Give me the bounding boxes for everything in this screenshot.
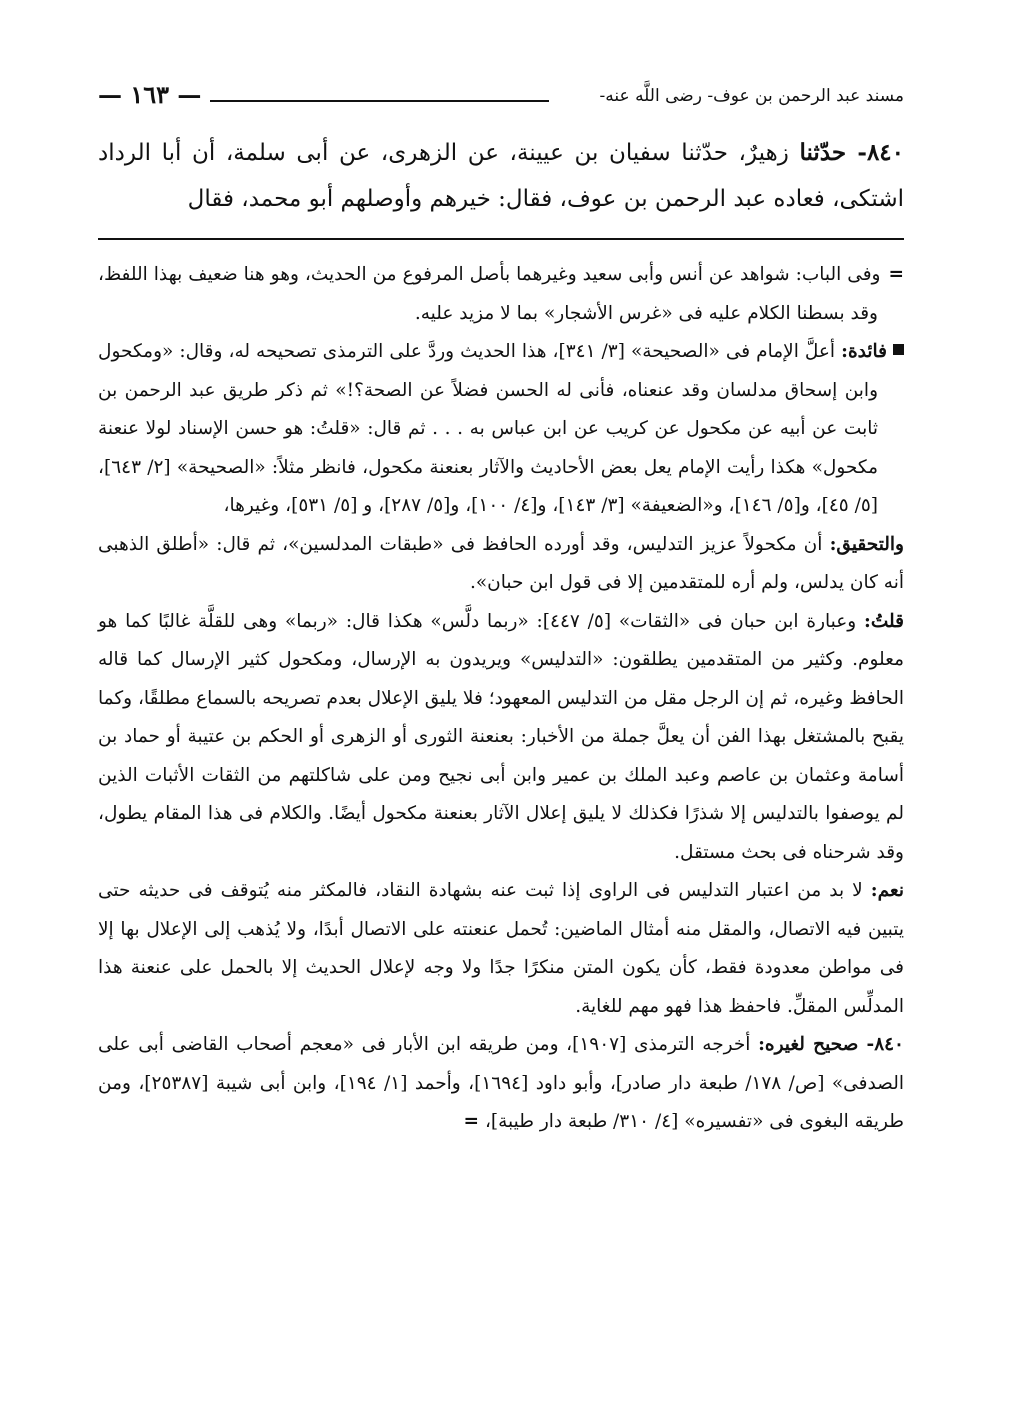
qultu-label: قلتُ: bbox=[864, 610, 904, 632]
naam-label: نعم: bbox=[870, 880, 904, 901]
footnote-text-6: أخرجه الترمذى [١٩٠٧]، ومن طريقه ابن الأبار فى «معجم أصحاب القاضى أبى على الصدفى» [ص/ ١٧٨/ طبعة دار صادر]، وأبو داود [١٦٩٤]، وأحمد [١/ ١٩٤]، وابن أبى شيبة [٢٥٣٨٧]، ومن طريقه البغوى فى «تفسيره» [٤/ ٣١٠/ طبعة دار طيبة]، bbox=[98, 1034, 904, 1132]
footnote-text-5: لا بد من اعتبار التدليس فى الراوى إذا ثبت عنه بشهادة النقاد، فالمكثر منه يُتوقف فى حديثه حتى يتبين فيه الاتصال، والمقل منه أمثال الماضين: تُحمل عنعنته على الاتصال أبدًا، ولا يُذهب إلى الإعلال بها إلا فى مواطن معدودة فقط، كأن يكون المتن منكرًا جدًا ولا وجه لإعلال الحديث إلا بالحمل على عنعنة هذا المدلِّس المقلِّ. فاحفظ هذا فهو مهم للغاية. bbox=[98, 880, 904, 1017]
footnote-paragraph-1 bbox=[98, 256, 904, 333]
tahqiq-label: والتحقيق: bbox=[829, 533, 904, 555]
faida-label: فائدة: bbox=[841, 341, 887, 362]
page-header bbox=[98, 78, 904, 122]
end-marker: = bbox=[463, 1111, 480, 1132]
square-bullet-icon bbox=[893, 344, 904, 355]
hadith-body: زهيرٌ، حدّثنا سفيان بن عيينة، عن الزهرى، عن أبى سلمة، أن أبا الرداد اشتكى، فعاده عبد الرحمن بن عوف، فقال: خيرهم وأوصلهم أبو محمد، فقال bbox=[98, 140, 904, 212]
footnote-paragraph-3 bbox=[98, 526, 904, 603]
footnote-paragraph-5 bbox=[98, 872, 904, 1026]
footnotes bbox=[98, 256, 904, 1142]
takhrij-label: ٨٤٠- صحيح لغيره: bbox=[758, 1034, 904, 1055]
footnote-text-2: أعلَّ الإمام فى «الصحيحة» [٣/ ٣٤١]، هذا الحديث وردَّ على الترمذى تصحيحه له، وقال: «ومكحول وابن إسحاق مدلسان وقد عنعناه، فأنى له الحسن فضلاً عن الصحة؟!» ثم ذكر طريق عبد الرحمن بن ثابت عن أبيه عن مكحول عن كريب عن ابن عباس به . . . ثم قال: «قلتُ: هو حسن الإسناد لولا عنعنة مكحول» هكذا رأيت الإمام يعل بعض الأحاديث والآثار بعنعنة مكحول، فانظر مثلاً: «الصحيحة» [٢/ ٦٤٣]، [٥/ ٤٥]، و[٥/ ١٤٦]، و«الضعيفة» [٣/ ١٤٣]، و[٤/ ١٠٠]، و[٥/ ٢٨٧]، و [٥/ ٥٣١]، وغيرها، bbox=[98, 341, 878, 516]
page-number-value: ١٦٣ bbox=[130, 80, 170, 109]
footnote-text-4: وعبارة ابن حبان فى «الثقات» [٥/ ٤٤٧]: «ربما دلَّس» هكذا قال: «ربما» وهى للقلَّة غالبًا كما هو معلوم. وكثير من المتقدمين يطلقون: «التدليس» ويريدون به الإرسال، ومكحول كثير الإرسال كما قاله الحافظ وغيره، ثم إن الرجل مقل من التدليس المعهود؛ فلا يليق الإعلال بعدم تصريحه بالسماع مطلقًا، وكما يقبح بالمشتغل بهذا الفن أن يعلَّ جملة من الأخبار: بعنعنة الثورى أو الزهرى أو الحكم بن عتيبة أو حماد بن أسامة وعثمان بن عاصم وعبد الملك بن عمير وابن أبى نجيح ومن على شاكلتهم من الثقات الأثبات الذين لم يوصفوا بالتدليس إلا شذرًا فكذلك لا يليق إعلال الآثار بعنعنة مكحول أيضًا. والكلام فى هذا المقام يطول، وقد شرحناه فى بحث مستقل. bbox=[98, 610, 904, 863]
continuation-marker: = bbox=[888, 264, 904, 285]
header-rule bbox=[210, 100, 549, 102]
hadith-paragraph bbox=[98, 130, 904, 222]
footnote-text-1: وفى الباب: شواهد عن أنس وأبى سعيد وغيرهما بأصل المرفوع من الحديث، وهو هنا ضعيف بهذا اللفظ، وقد بسطنا الكلام عليه فى «غرس الأشجار» بما لا مزيد عليه. bbox=[98, 264, 881, 324]
footnote-separator bbox=[98, 238, 904, 240]
page-number: — ١٦٣ — bbox=[98, 80, 202, 109]
running-title: مسند عبد الرحمن بن عوف- رضى اللَّه عنه- bbox=[599, 86, 904, 106]
footnote-paragraph-2 bbox=[98, 333, 904, 526]
footnote-paragraph-4 bbox=[98, 603, 904, 873]
hadith-number: ٨٤٠- حدّثنا bbox=[799, 139, 904, 166]
hadith-text bbox=[98, 130, 904, 222]
footnote-text-3: أن مكحولاً عزيز التدليس، وقد أورده الحافظ فى «طبقات المدلسين»، ثم قال: «أطلق الذهبى أنه كان يدلس، ولم أره للمتقدمين إلا فى قول ابن حبان». bbox=[98, 533, 904, 593]
footnote-paragraph-6 bbox=[98, 1026, 904, 1142]
